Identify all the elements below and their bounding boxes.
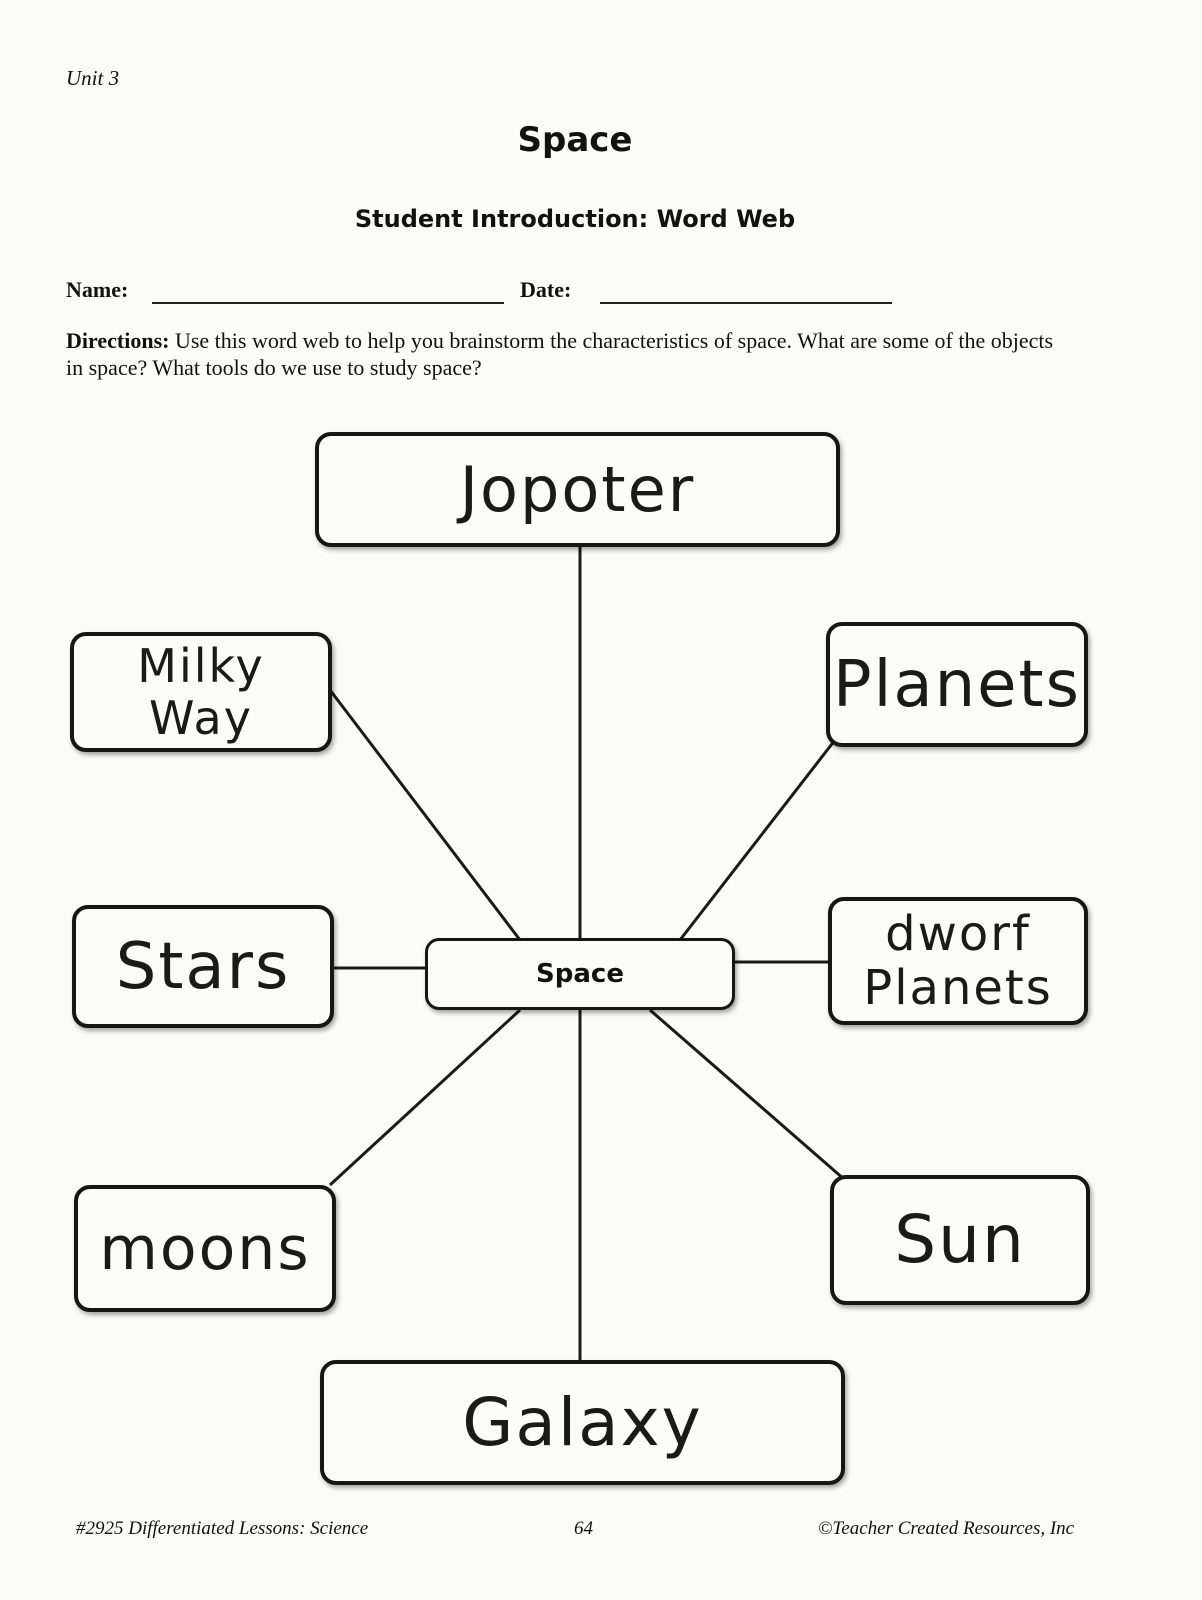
web-box-bottom[interactable] (320, 1360, 845, 1485)
web-box-lower-left[interactable] (74, 1185, 336, 1312)
web-box-upper-right-text: Planets (833, 647, 1081, 722)
web-box-top-text: Jopoter (459, 452, 696, 526)
web-box-upper-right[interactable] (826, 622, 1088, 747)
connector-lower-right (650, 1010, 845, 1180)
web-box-lower-right-text: Sun (894, 1201, 1026, 1278)
web-box-lower-left-text: moons (99, 1213, 311, 1284)
footer-page-number: 64 (574, 1518, 593, 1539)
footer-book-title: #2925 Differentiated Lessons: Science (76, 1518, 369, 1539)
page-subtitle: Student Introduction: Word Web (354, 205, 796, 233)
date-label: Date: (520, 277, 572, 302)
directions-text: Use this word web to help you brainstorm the characteristics of space. What are some of the objects in space? What tools do we use to study space? (66, 328, 1054, 380)
web-box-middle-left-text: Stars (115, 929, 291, 1004)
connector-upper-left (330, 690, 520, 940)
name-label: Name: (66, 277, 129, 302)
web-box-middle-right[interactable] (828, 897, 1088, 1025)
web-box-middle-left[interactable] (72, 905, 334, 1028)
connector-upper-right (680, 740, 835, 940)
web-box-center[interactable] (425, 938, 735, 1010)
unit-label: Unit 3 (66, 66, 120, 90)
web-box-upper-left-text: Milky Way (137, 639, 265, 745)
connector-lower-left (330, 1010, 520, 1185)
web-box-upper-left[interactable] (70, 632, 332, 752)
directions-label: Directions: (66, 328, 170, 353)
web-box-lower-right[interactable] (830, 1175, 1090, 1305)
footer-copyright: ©Teacher Created Resources, Inc (818, 1518, 1075, 1539)
web-box-bottom-text: Galaxy (462, 1383, 703, 1461)
web-box-top[interactable] (315, 432, 840, 547)
web-box-middle-right-text: dworf Planets (863, 906, 1053, 1016)
page-title: Space (517, 120, 633, 160)
web-box-center-text: Space (536, 959, 624, 989)
